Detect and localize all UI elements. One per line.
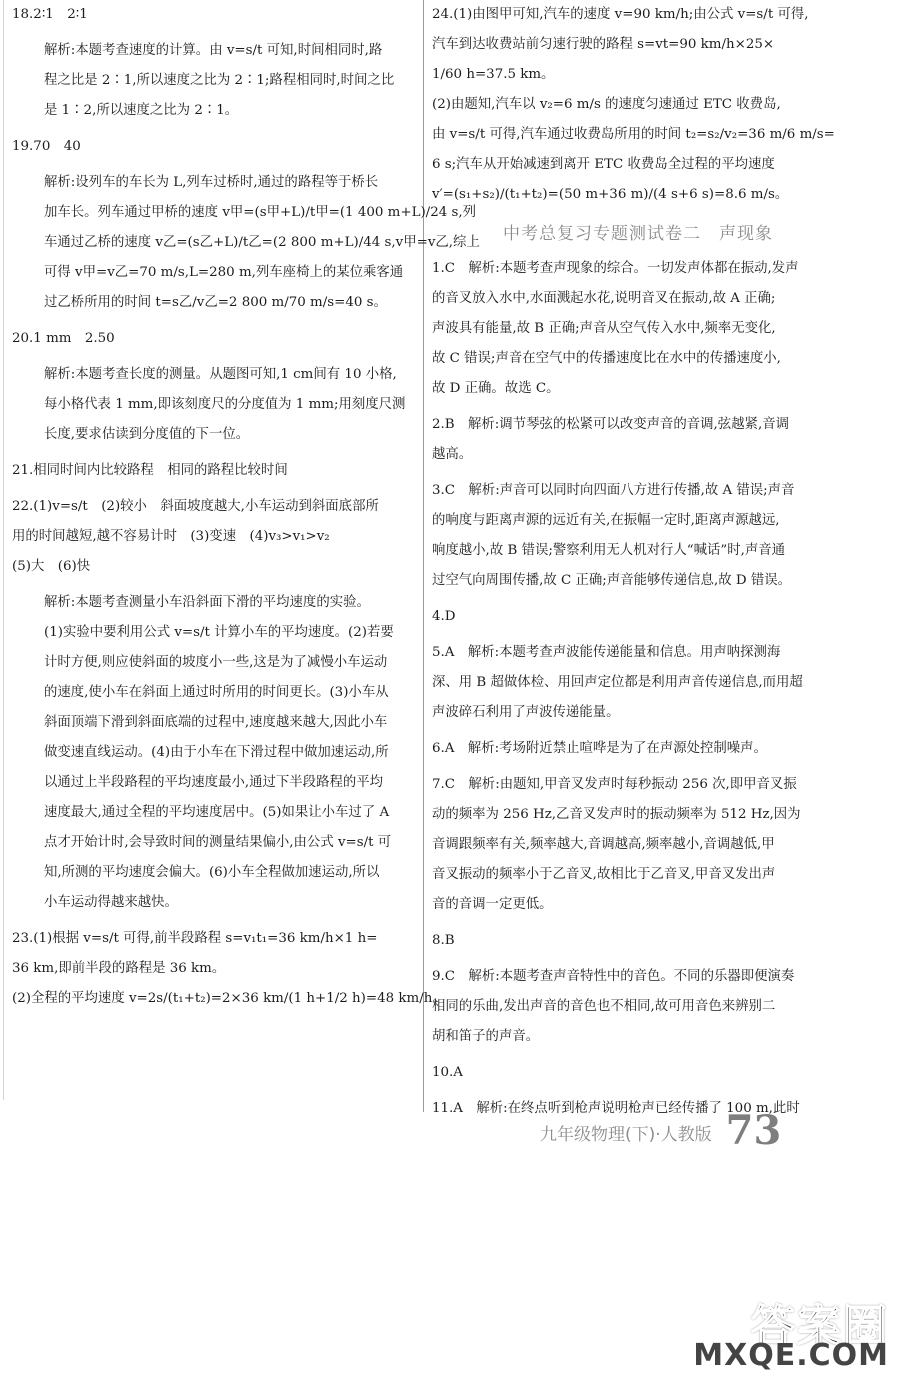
answer-line: 解析:设列车的车长为 L,列车过桥时,通过的路程等于桥长 <box>44 175 379 190</box>
answer-block <box>432 962 844 1052</box>
answer-line: 的速度,使小车在斜面上通过时所用的时间更长。(3)小车从 <box>44 685 389 700</box>
answer-line: (2)全程的平均速度 v=2s/(t₁+t₂)=2×36 km/(1 h+1/2 h)=48 km/h。 <box>12 991 446 1006</box>
answer-block <box>12 588 424 918</box>
answer-block <box>432 734 844 764</box>
right-top-answers <box>432 0 844 216</box>
answer-line: 24.(1)由图甲可知,汽车的速度 v=90 km/h;由公式 v=s/t 可得, <box>432 7 809 22</box>
answer-line: 18.2∶1 2∶1 <box>12 7 88 22</box>
answer-line: 36 km,即前半段的路程是 36 km。 <box>12 961 226 976</box>
answer-block <box>12 36 424 126</box>
right-column <box>432 0 844 1130</box>
watermark-logo <box>693 1290 895 1382</box>
answer-line: 2.B 解析:调节琴弦的松紧可以改变声音的音调,弦越紧,音调 <box>432 417 790 432</box>
answer-block <box>432 926 844 956</box>
answer-block <box>432 410 844 470</box>
answer-line: 3.C 解析:声音可以同时向四面八方进行传播,故 A 错误;声音 <box>432 483 795 498</box>
answer-line: 可得 v甲=v乙=70 m/s,L=280 m,列车座椅上的某位乘客通 <box>44 265 404 280</box>
answer-line: 解析:本题考查速度的计算。由 v=s/t 可知,时间相同时,路 <box>44 43 383 58</box>
answer-line: 1.C 解析:本题考查声现象的综合。一切发声体都在振动,发声 <box>432 261 799 276</box>
section-title: 中考总复习专题测试卷二 声现象 <box>503 224 773 244</box>
answer-line: 6.A 解析:考场附近禁止喧哗是为了在声源处控制噪声。 <box>432 741 767 756</box>
answer-line: 以通过上半段路程的平均速度最小,通过下半段路程的平均 <box>44 775 384 790</box>
answer-line: 知,所测的平均速度会偏大。(6)小车全程做加速运动,所以 <box>44 865 380 880</box>
answer-line: 22.(1)v=s/t (2)较小 斜面坡度越大,小车运动到斜面底部所 <box>12 499 379 514</box>
answer-line: 点才开始计时,会导致时间的测量结果偏小,由公式 v=s/t 可 <box>44 835 392 850</box>
answer-line: 19.70 40 <box>12 139 81 154</box>
answer-line: (5)大 (6)快 <box>12 559 91 574</box>
answer-line: 7.C 解析:由题知,甲音叉发声时每秒振动 256 次,即甲音叉振 <box>432 777 797 792</box>
answer-line: 音叉振动的频率小于乙音叉,故相比于乙音叉,甲音叉发出声 <box>432 867 776 882</box>
answer-line: 声波具有能量,故 B 正确;声音从空气传入水中,频率无变化, <box>432 321 776 336</box>
answer-line: 每小格代表 1 mm,即该刻度尺的分度值为 1 mm;用刻度尺测 <box>44 397 406 412</box>
answer-block <box>432 638 844 728</box>
answer-line: 1/60 h=37.5 km。 <box>432 67 555 82</box>
answer-line: 响度越小,故 B 错误;警察利用无人机对行人“喊话”时,声音通 <box>432 543 786 558</box>
answer-block <box>12 456 424 486</box>
answer-line: 10.A <box>432 1065 463 1080</box>
answer-block <box>12 360 424 450</box>
answer-block <box>12 132 424 162</box>
answer-line: 9.C 解析:本题考查声音特性中的音色。不同的乐器即便演奏 <box>432 969 795 984</box>
answer-line: 过空气向周围传播,故 C 正确;声音能够传递信息,故 D 错误。 <box>432 573 792 588</box>
watermark-logo-text: 答案圈 <box>751 1301 889 1352</box>
answer-block <box>432 476 844 596</box>
answer-line: 8.B <box>432 933 455 948</box>
answer-line: v′=(s₁+s₂)/(t₁+t₂)=(50 m+36 m)/(4 s+6 s)=8.6 m/s。 <box>432 187 789 202</box>
answer-block <box>12 324 424 354</box>
page-number: 73 <box>725 1107 782 1154</box>
footer-book-title: 九年级物理(下)·人教版 <box>540 1125 712 1145</box>
answer-line: 4.D <box>432 609 456 624</box>
answer-line: 相同的乐曲,发出声音的音色也不相同,故可用音色来辨别二 <box>432 999 776 1014</box>
answer-line: 21.相同时间内比较路程 相同的路程比较时间 <box>12 463 288 478</box>
answer-block <box>432 770 844 920</box>
answer-line: 动的频率为 256 Hz,乙音叉发声时的振动频率为 512 Hz,因为 <box>432 807 801 822</box>
answer-line: 解析:本题考查长度的测量。从题图可知,1 cm间有 10 小格, <box>44 367 397 382</box>
answer-line: 速度最大,通过全程的平均速度居中。(5)如果让小车过了 A <box>44 805 390 820</box>
watermark-url: MXQE.COM <box>693 1338 889 1373</box>
answer-line: (2)由题知,汽车以 v₂=6 m/s 的速度匀速通过 ETC 收费岛, <box>432 97 781 112</box>
answer-line: 6 s;汽车从开始减速到离开 ETC 收费岛全过程的平均速度 <box>432 157 775 172</box>
answer-line: 音调跟频率有关,频率越大,音调越高,频率越小,音调越低,甲 <box>432 837 775 852</box>
answer-line: 由 v=s/t 可得,汽车通过收费岛所用的时间 t₂=s₂/v₂=36 m/6 m/s= <box>432 127 835 142</box>
answer-line: 深、用 B 超做体检、用回声定位都是利用声音传递信息,而用超 <box>432 675 803 690</box>
answer-line: 20.1 mm 2.50 <box>12 331 115 346</box>
answer-line: 胡和笛子的声音。 <box>432 1029 540 1044</box>
answer-line: 越高。 <box>432 447 473 462</box>
answer-line: 车通过乙桥的速度 v乙=(s乙+L)/t乙=(2 800 m+L)/44 s,v甲=v乙,综上 <box>44 235 480 250</box>
answer-line: 长度,要求估读到分度值的下一位。 <box>44 427 250 442</box>
answer-block <box>432 602 844 632</box>
right-bottom-answers <box>432 254 844 1130</box>
answer-line: 程之比是 2∶1,所以速度之比为 2∶1;路程相同时,时间之比 <box>44 73 395 88</box>
answer-line: 是 1∶2,所以速度之比为 2∶1。 <box>44 103 239 118</box>
answer-line: 的响度与距离声源的远近有关,在振幅一定时,距离声源越远, <box>432 513 780 528</box>
answer-block <box>432 1058 844 1088</box>
answer-line: 用的时间越短,越不容易计时 (3)变速 (4)v₃>v₁>v₂ <box>12 529 330 544</box>
answer-line: (1)实验中要利用公式 v=s/t 计算小车的平均速度。(2)若要 <box>44 625 394 640</box>
answer-line: 5.A 解析:本题考查声波能传递能量和信息。用声呐探测海 <box>432 645 781 660</box>
answer-block <box>432 0 844 210</box>
answer-line: 汽车到达收费站前匀速行驶的路程 s=vt=90 km/h×25× <box>432 37 775 52</box>
answer-line: 解析:本题考查测量小车沿斜面下滑的平均速度的实验。 <box>44 595 370 610</box>
answer-line: 加车长。列车通过甲桥的速度 v甲=(s甲+L)/t甲=(1 400 m+L)/24 s,列 <box>44 205 477 220</box>
answer-block <box>12 0 424 30</box>
answer-line: 斜面顶端下滑到斜面底端的过程中,速度越来越大,因此小车 <box>44 715 388 730</box>
answer-line: 故 D 正确。故选 C。 <box>432 381 560 396</box>
answer-line: 计时方便,则应使斜面的坡度小一些,这是为了减慢小车运动 <box>44 655 388 670</box>
left-margin-rule <box>3 0 4 1100</box>
answer-line: 做变速直线运动。(4)由于小车在下滑过程中做加速运动,所 <box>44 745 389 760</box>
answer-block <box>12 492 424 582</box>
answer-line: 的音叉放入水中,水面溅起水花,说明音叉在振动,故 A 正确; <box>432 291 776 306</box>
answer-line: 声波碎石利用了声波传递能量。 <box>432 705 620 720</box>
answer-line: 故 C 错误;声音在空气中的传播速度比在水中的传播速度小, <box>432 351 781 366</box>
answer-block <box>12 168 480 318</box>
page-footer <box>540 1103 781 1153</box>
answer-line: 23.(1)根据 v=s/t 可得,前半段路程 s=v₁t₁=36 km/h×1 h= <box>12 931 378 946</box>
answer-block <box>432 254 844 404</box>
answer-line: 过乙桥所用的时间 t=s乙/v乙=2 800 m/70 m/s=40 s。 <box>44 295 387 310</box>
answer-line: 音的音调一定更低。 <box>432 897 553 912</box>
answer-line: 小车运动得越来越快。 <box>44 895 178 910</box>
answer-line: 11.A 解析:在终点听到枪声说明枪声已经传播了 100 m,此时 <box>432 1101 800 1116</box>
